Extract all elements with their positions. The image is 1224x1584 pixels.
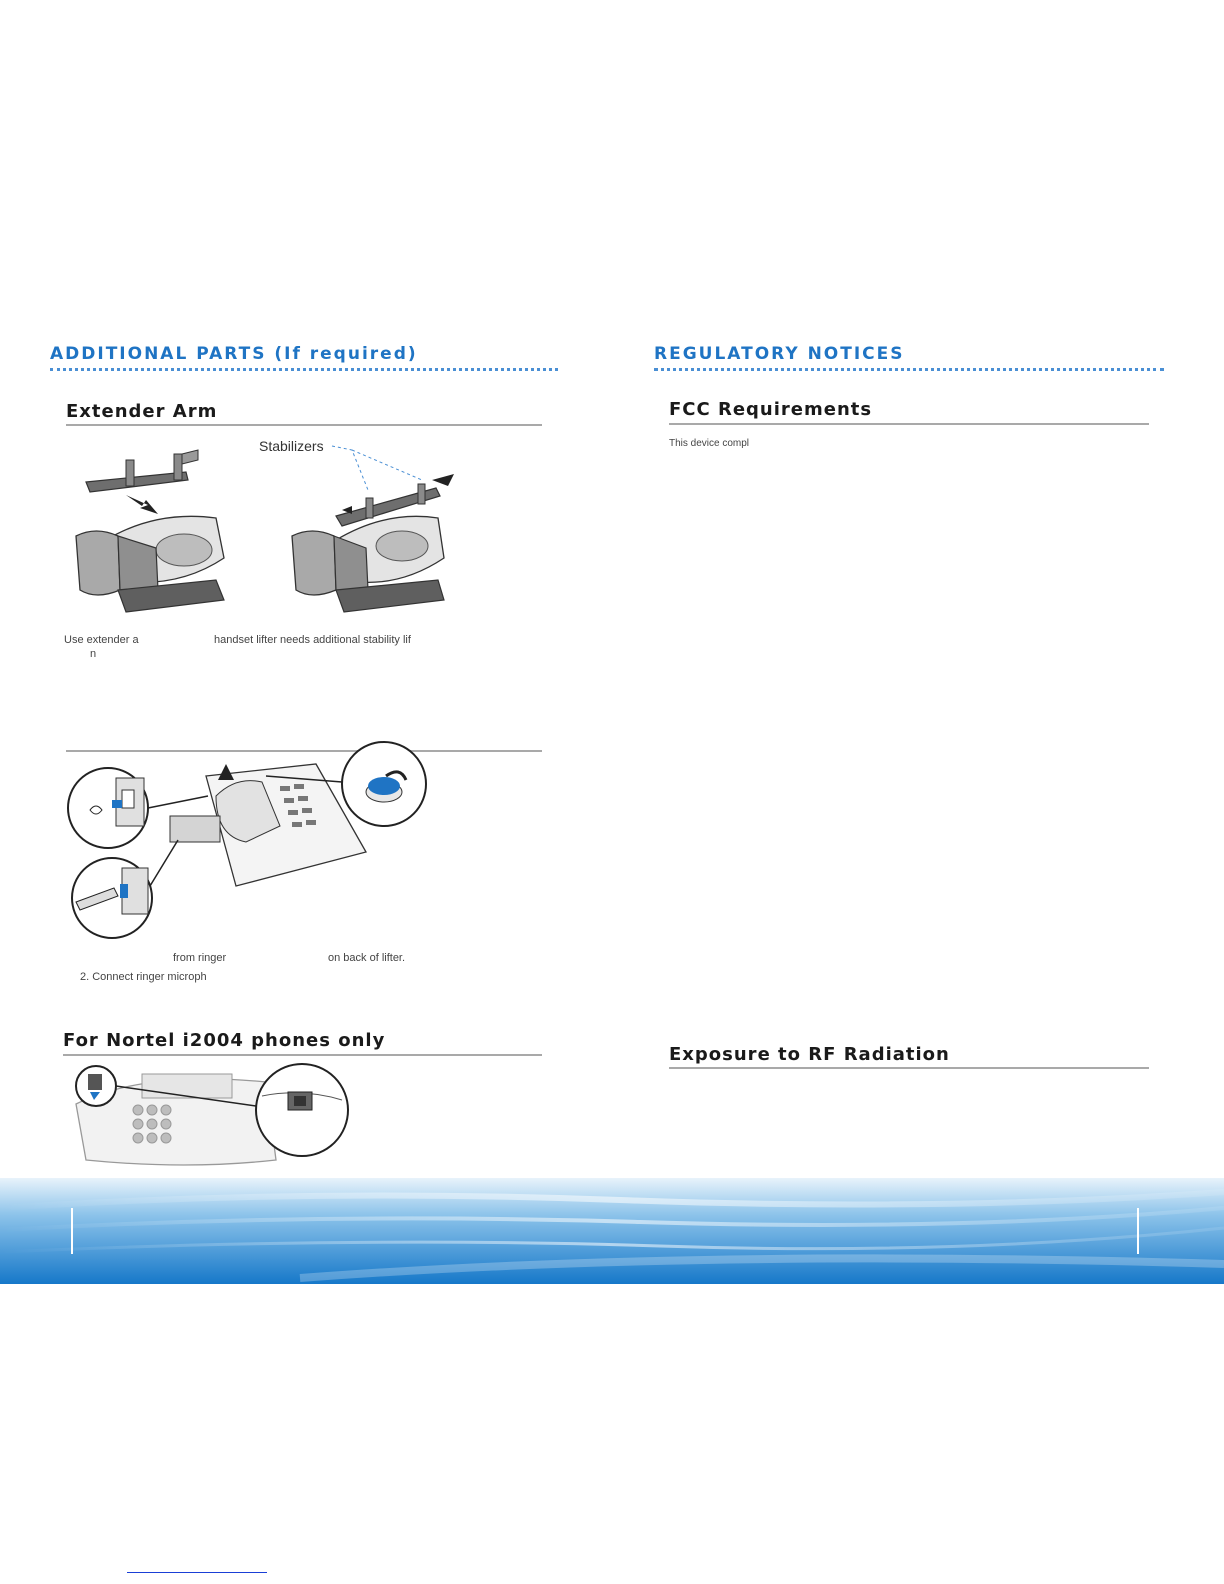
handset-lifter-right [292,474,454,612]
extender-caption-part-b: handset lifter needs additional stability lif [214,634,411,646]
fcc-title: FCC Requirements [669,399,873,420]
ringer-step1-part-b: on back of lifter. [328,952,406,964]
extender-arm-illustration [66,440,546,630]
nortel-phone-illustration [66,1060,366,1170]
footer-wave-band [0,1178,1224,1284]
extender-arm-title: Extender Arm [66,401,218,422]
handset-lifter-left [76,516,224,612]
extender-arm-part-left [86,450,198,514]
ringer-step1-part-a: from ringer [173,952,227,964]
section-divider-right [654,368,1164,371]
ringer-section-rule [66,750,542,752]
stabilizers-label: Stabilizers [259,438,324,454]
extender-arm-rule [66,424,542,426]
section-divider-left [50,368,558,371]
ringer-step2: 2. Connect ringer microph [80,971,207,983]
desk-phone-with-lifter [148,764,366,886]
extender-caption-line2: n [90,648,97,660]
detail-circle-jack-top [68,768,148,848]
nortel-title: For Nortel i2004 phones only [63,1030,386,1051]
fcc-rule [669,423,1149,425]
nortel-rule [63,1054,542,1056]
extender-caption-part-a: Use extender a [64,634,139,646]
rf-exposure-rule [669,1067,1149,1069]
section-title-additional-parts: ADDITIONAL PARTS (If required) [50,344,418,364]
bottom-link-underline [127,1572,267,1573]
fcc-body: This device compl [669,438,750,449]
detail-circle-microphone [342,742,426,826]
ringer-microphone-illustration [66,756,436,946]
section-title-regulatory: REGULATORY NOTICES [654,344,905,364]
detail-circle-jack-bottom [72,858,152,938]
rf-exposure-title: Exposure to RF Radiation [669,1044,950,1065]
